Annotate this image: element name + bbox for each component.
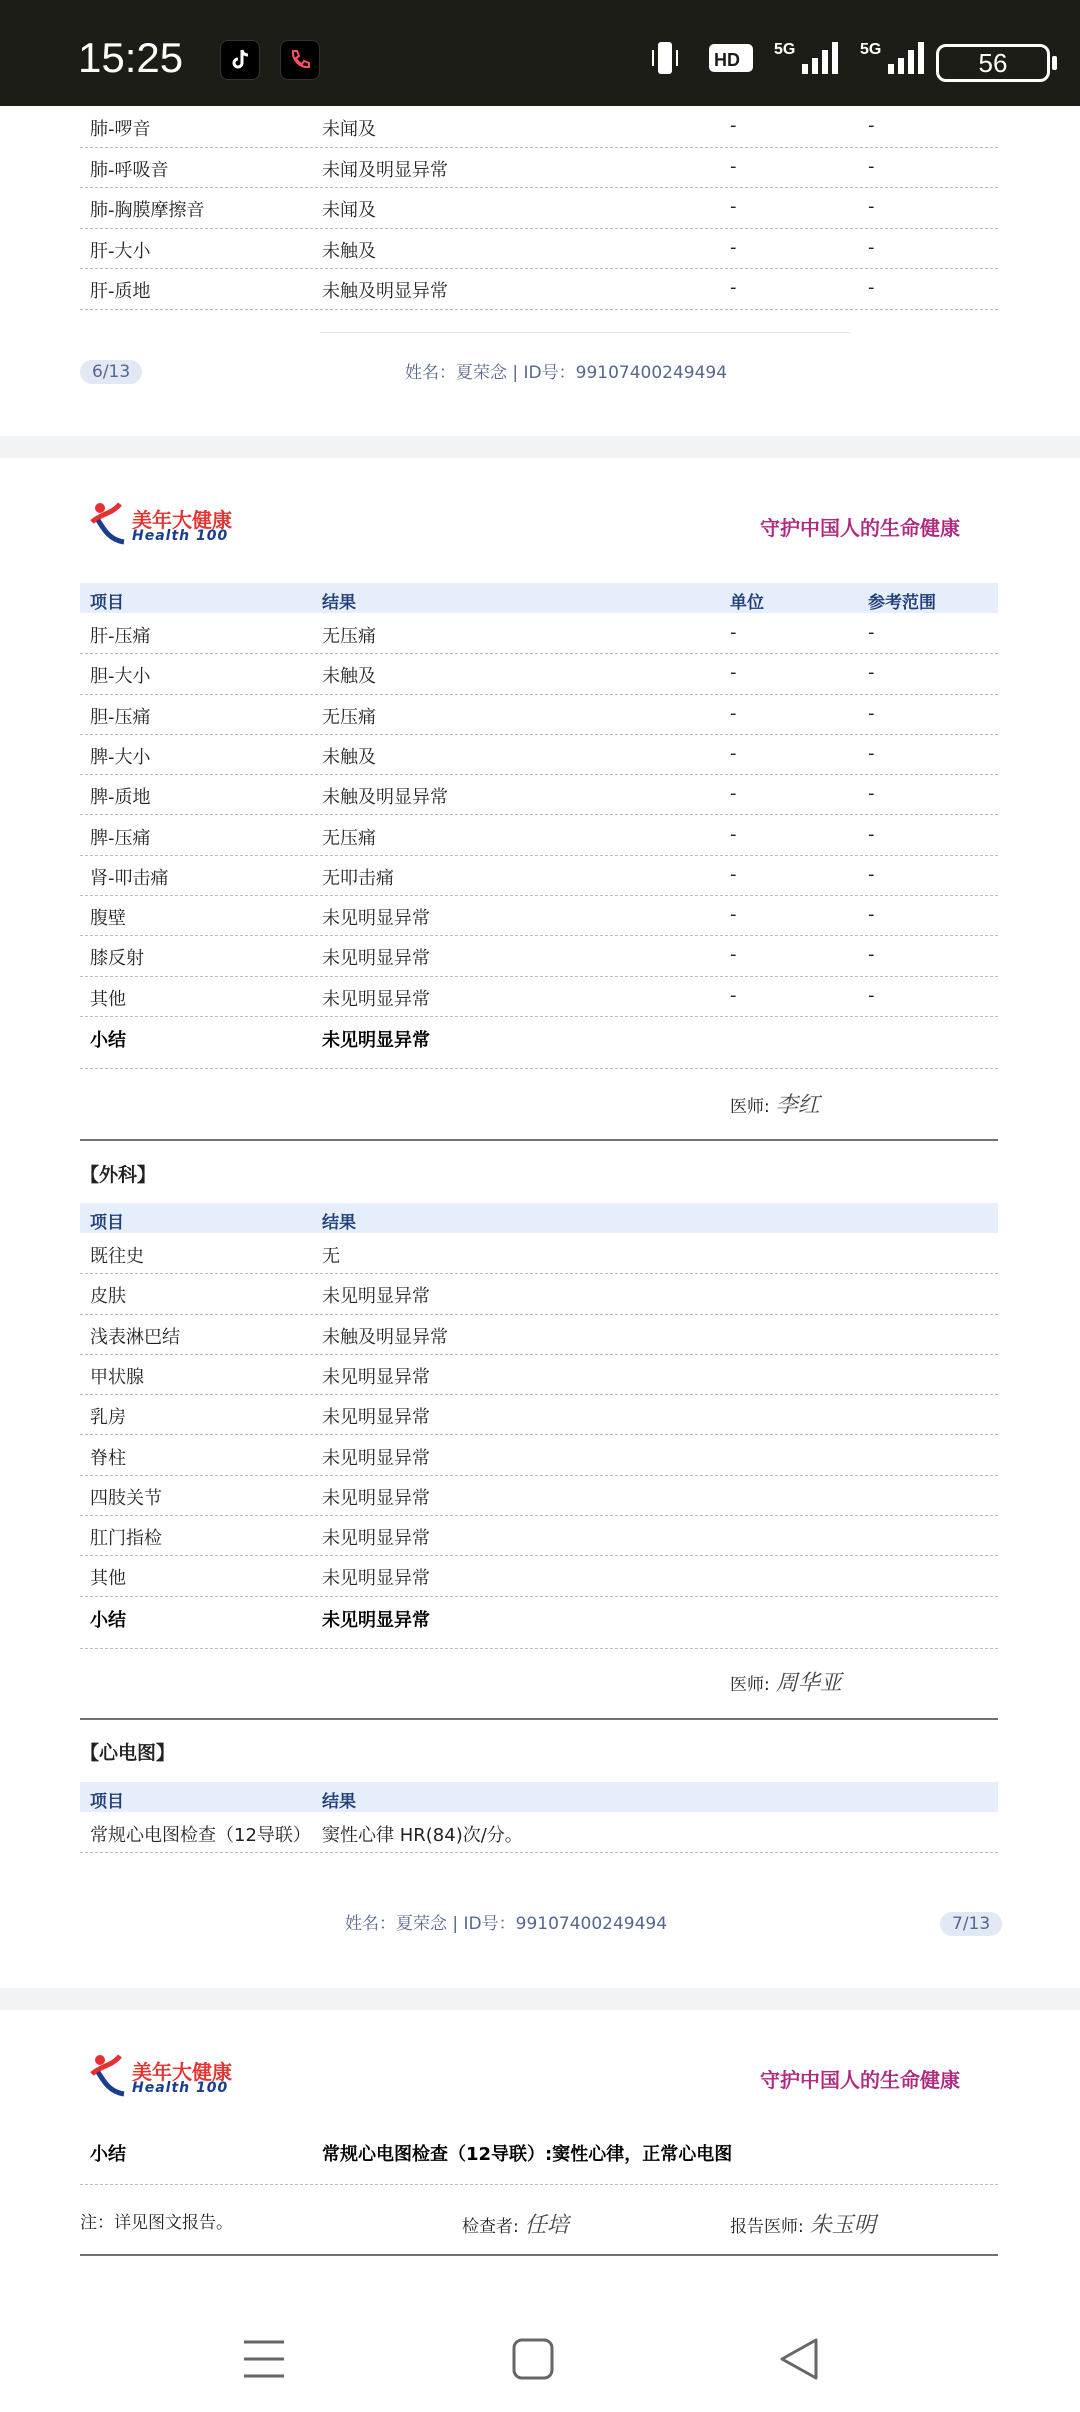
cell-item: 肾-叩击痛 bbox=[90, 867, 169, 889]
table-row bbox=[80, 815, 998, 856]
cell-range: - bbox=[868, 662, 875, 684]
table-row bbox=[80, 976, 998, 1017]
table-row bbox=[80, 1314, 998, 1355]
table-row bbox=[80, 228, 998, 270]
cell-item: 肝-大小 bbox=[90, 240, 151, 262]
home-icon bbox=[508, 2334, 558, 2384]
cell-result: 未触及 bbox=[322, 666, 376, 688]
cell-result: 未见明显异常 bbox=[322, 1528, 430, 1550]
cell-unit: - bbox=[730, 823, 737, 845]
signal-5g-icon-2 bbox=[860, 38, 930, 78]
cell-item: 肺-啰音 bbox=[90, 119, 151, 140]
cell-result: 无压痛 bbox=[322, 827, 376, 849]
cell-item: 浅表淋巴结 bbox=[90, 1326, 180, 1348]
status-bar bbox=[0, 0, 1080, 106]
table-row bbox=[80, 774, 998, 815]
cell-item: 其他 bbox=[90, 988, 126, 1010]
cell-item: 常规心电图检查（12导联） bbox=[90, 1825, 311, 1846]
home-button[interactable] bbox=[508, 2334, 558, 2384]
cell-unit: - bbox=[730, 622, 737, 643]
note-text: 注：详见图文报告。 bbox=[80, 2213, 233, 2233]
cell-range: - bbox=[868, 944, 875, 966]
cell-item: 膝反射 bbox=[90, 948, 144, 970]
table-header: 项目 结果 bbox=[80, 1203, 998, 1233]
table-row bbox=[80, 1394, 998, 1435]
cell-result: 未见明显异常 bbox=[322, 908, 430, 930]
menu-button[interactable] bbox=[236, 2336, 292, 2382]
table-row bbox=[80, 895, 998, 936]
cell-item: 皮肤 bbox=[90, 1286, 126, 1308]
cell-unit: - bbox=[730, 702, 737, 724]
cell-range: - bbox=[868, 823, 875, 845]
call-recorder-icon bbox=[280, 40, 320, 80]
cell-result: 无 bbox=[322, 1246, 340, 1267]
cell-item: 脾-压痛 bbox=[90, 827, 151, 849]
table-row bbox=[80, 613, 998, 654]
table-row bbox=[80, 1555, 998, 1596]
cell-range: - bbox=[868, 277, 875, 299]
back-button[interactable] bbox=[774, 2334, 824, 2384]
cell-item: 脊柱 bbox=[90, 1447, 126, 1469]
table-row-summary: 小结 未见明显异常 bbox=[80, 1016, 998, 1069]
cell-unit: - bbox=[730, 984, 737, 1006]
table-row bbox=[80, 1515, 998, 1556]
cell-item: 肝-质地 bbox=[90, 281, 151, 303]
table-row bbox=[80, 106, 998, 148]
cell-result: 未见明显异常 bbox=[322, 1568, 430, 1590]
cell-unit: - bbox=[730, 904, 737, 926]
cell-unit: - bbox=[730, 277, 737, 299]
cell-item: 肛门指检 bbox=[90, 1528, 162, 1550]
cell-unit: - bbox=[730, 236, 737, 258]
signal-5g-icon-1 bbox=[774, 38, 844, 78]
table-row bbox=[80, 1273, 998, 1314]
cell-range: - bbox=[868, 984, 875, 1006]
battery-indicator: 56 bbox=[936, 44, 1050, 82]
tiktok-icon bbox=[220, 40, 260, 80]
cell-unit: - bbox=[730, 662, 737, 684]
table-row bbox=[80, 653, 998, 694]
report-doctor-signature: 报告医师: 朱玉明 bbox=[730, 2213, 876, 2238]
cell-result: 窦性心律 HR(84)次/分。 bbox=[322, 1825, 523, 1846]
menu-icon bbox=[236, 2336, 292, 2382]
cell-result: 未触及 bbox=[322, 746, 376, 768]
cell-range: - bbox=[868, 622, 875, 643]
cell-unit: - bbox=[730, 155, 737, 177]
cell-result: 未见明显异常 bbox=[322, 948, 430, 970]
cell-result: 未见明显异常 bbox=[322, 988, 430, 1010]
table-row bbox=[80, 1475, 998, 1516]
cell-unit: - bbox=[730, 783, 737, 805]
cell-result: 未闻及明显异常 bbox=[322, 159, 448, 181]
slogan: 守护中国人的生命健康 bbox=[760, 516, 960, 540]
section-title-ecg: 【心电图】 bbox=[80, 1742, 176, 1764]
back-icon bbox=[774, 2334, 824, 2384]
svg-text:5G: 5G bbox=[774, 41, 796, 58]
table-row bbox=[80, 694, 998, 735]
cell-result: 未见明显异常 bbox=[322, 1447, 430, 1469]
checker-signature: 检查者: 任培 bbox=[462, 2213, 569, 2238]
cell-result: 未见明显异常 bbox=[322, 1286, 430, 1308]
cell-unit: - bbox=[730, 742, 737, 764]
status-icons bbox=[650, 38, 1050, 82]
cell-item: 脾-大小 bbox=[90, 746, 151, 768]
cell-item: 肺-胸膜摩擦音 bbox=[90, 200, 205, 222]
cell-range: - bbox=[868, 702, 875, 724]
table-row bbox=[80, 1812, 998, 1853]
hd-icon bbox=[708, 38, 754, 78]
cell-range: - bbox=[868, 236, 875, 258]
slogan: 守护中国人的生命健康 bbox=[760, 2068, 960, 2092]
status-time: 15:25 bbox=[78, 34, 184, 81]
cell-item: 甲状腺 bbox=[90, 1366, 144, 1388]
logo-mark-icon bbox=[90, 500, 130, 546]
cell-range: - bbox=[868, 783, 875, 805]
table-row bbox=[80, 1233, 998, 1274]
meinian-logo: 美年大健康 Health 100 bbox=[90, 500, 130, 550]
table-row bbox=[80, 268, 998, 310]
cell-item: 胆-压痛 bbox=[90, 706, 151, 728]
table-row bbox=[80, 1354, 998, 1395]
cell-result: 未闻及 bbox=[322, 200, 376, 222]
svg-text:5G: 5G bbox=[860, 41, 882, 58]
patient-footer: 姓名：夏荣念 | ID号：99107400249494 bbox=[405, 363, 728, 383]
cell-item: 腹壁 bbox=[90, 908, 126, 930]
signature-line bbox=[80, 2200, 998, 2240]
cell-result: 未见明显异常 bbox=[322, 1366, 430, 1388]
cell-item: 乳房 bbox=[90, 1407, 126, 1429]
navigation-bar bbox=[0, 2296, 1080, 2412]
meinian-logo: 美年大健康 Health 100 bbox=[90, 2052, 130, 2102]
cell-unit: - bbox=[730, 863, 737, 885]
cell-result: 未见明显异常 bbox=[322, 1407, 430, 1429]
cell-result: 未触及明显异常 bbox=[322, 787, 448, 809]
cell-item: 四肢关节 bbox=[90, 1487, 162, 1509]
table-row bbox=[80, 187, 998, 229]
cell-item: 胆-大小 bbox=[90, 666, 151, 688]
section-title-surgery: 【外科】 bbox=[80, 1164, 157, 1186]
doctor-signature: 医师: 李红 bbox=[730, 1093, 820, 1118]
cell-result: 无叩击痛 bbox=[322, 867, 394, 889]
cell-range: - bbox=[868, 742, 875, 764]
table-row bbox=[80, 855, 998, 896]
cell-range: - bbox=[868, 863, 875, 885]
vibrate-icon bbox=[650, 38, 680, 78]
cell-result: 未触及明显异常 bbox=[322, 281, 448, 303]
cell-item: 肺-呼吸音 bbox=[90, 159, 169, 181]
cell-range: - bbox=[868, 155, 875, 177]
cell-item: 脾-质地 bbox=[90, 787, 151, 809]
svg-text:HD: HD bbox=[714, 50, 740, 70]
cell-item: 既往史 bbox=[90, 1246, 144, 1267]
table-row bbox=[80, 734, 998, 775]
cell-result: 未触及 bbox=[322, 240, 376, 262]
page-number: 6/13 bbox=[80, 360, 142, 384]
cell-unit: - bbox=[730, 115, 737, 136]
cell-result: 无压痛 bbox=[322, 626, 376, 647]
table-row bbox=[80, 1435, 998, 1476]
cell-result: 未闻及 bbox=[322, 119, 376, 140]
table-row-summary: 小结 常规心电图检查（12导联）:窦性心律，正常心电图 bbox=[80, 2130, 998, 2185]
cell-unit: - bbox=[730, 196, 737, 218]
cell-result: 无压痛 bbox=[322, 706, 376, 728]
table-header: 项目 结果 bbox=[80, 1782, 998, 1812]
cell-result: 未触及明显异常 bbox=[322, 1326, 448, 1348]
table-row-summary: 小结 未见明显异常 bbox=[80, 1596, 998, 1649]
table-row bbox=[80, 147, 998, 189]
table-row bbox=[80, 935, 998, 976]
cell-result: 未见明显异常 bbox=[322, 1487, 430, 1509]
page-number: 7/13 bbox=[940, 1912, 1002, 1936]
cell-item: 肝-压痛 bbox=[90, 626, 151, 647]
cell-unit: - bbox=[730, 944, 737, 966]
cell-item: 其他 bbox=[90, 1568, 126, 1590]
cell-range: - bbox=[868, 115, 875, 136]
cell-range: - bbox=[868, 904, 875, 926]
cell-range: - bbox=[868, 196, 875, 218]
patient-footer: 姓名：夏荣念 | ID号：99107400249494 bbox=[345, 1914, 668, 1934]
doctor-signature: 医师: 周华亚 bbox=[730, 1671, 842, 1696]
table-header: 项目 结果 单位 参考范围 bbox=[80, 583, 998, 613]
logo-mark-icon bbox=[90, 2052, 130, 2098]
